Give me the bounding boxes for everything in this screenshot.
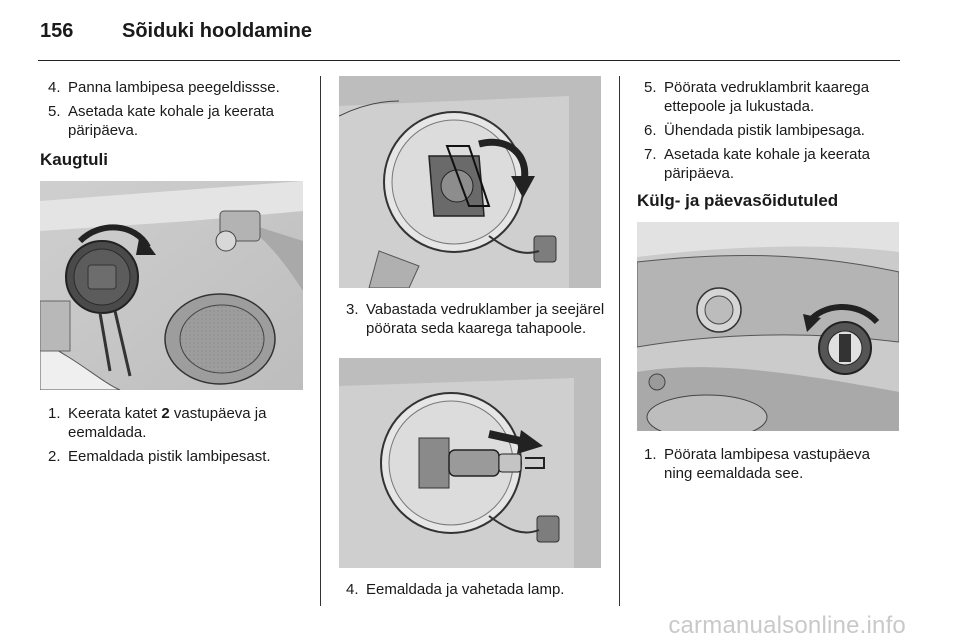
step-number: 1.	[644, 446, 657, 463]
step-item	[638, 78, 900, 116]
step-callout-number: 2	[161, 405, 170, 422]
figure-side-light-socket	[637, 222, 899, 431]
steps-list-col3-top	[638, 78, 900, 188]
figure-high-beam-cover	[40, 181, 303, 390]
step-number: 3.	[346, 301, 359, 318]
step-text: Ühendada pistik lambipesaga.	[664, 122, 865, 139]
column-divider-1	[320, 76, 321, 606]
step-item	[42, 78, 312, 97]
step-number: 6.	[644, 122, 657, 139]
steps-list-col2-bottom	[340, 580, 610, 604]
step-text: Vabastada vedruklamber ja seejärel pöörata seda kaarega tahapoole.	[366, 301, 605, 337]
header-rule	[38, 60, 900, 61]
step-text-part: vastupäeva ja eemaldada.	[68, 405, 267, 441]
step-number: 4.	[48, 79, 61, 96]
steps-list-col2-middle	[340, 300, 610, 343]
step-number: 2.	[48, 448, 61, 465]
step-text-part: Keerata katet	[68, 405, 162, 422]
section-heading-side-lights: Külg- ja päevasõidutuled	[637, 191, 839, 210]
step-text	[68, 404, 312, 442]
section-heading-high-beam: Kaugtuli	[40, 150, 108, 169]
step-number: 4.	[346, 581, 359, 598]
step-text: Panna lambipesa peegeldissse.	[68, 79, 280, 96]
step-item	[42, 404, 312, 442]
step-text: Asetada kate kohale ja keerata päripäeva.	[664, 146, 870, 182]
watermark: carmanualsonline.info	[668, 612, 906, 639]
step-item	[638, 121, 900, 140]
step-item	[42, 447, 312, 466]
step-item	[42, 102, 312, 140]
page-number: 156	[40, 20, 74, 42]
figure-spring-clip-release	[339, 76, 601, 288]
step-number: 1.	[48, 405, 61, 422]
side-light-illustration	[637, 222, 899, 431]
steps-list-col1-bottom	[42, 404, 312, 471]
bulb-removal-illustration	[339, 358, 601, 568]
step-text: Pöörata lambipesa vastupäeva ning eemaldada see.	[664, 446, 870, 482]
step-item	[638, 145, 900, 183]
engine-bay-illustration	[40, 181, 303, 390]
step-number: 5.	[644, 79, 657, 96]
step-text: Eemaldada ja vahetada lamp.	[366, 581, 565, 598]
step-item	[340, 300, 610, 338]
column-divider-2	[619, 76, 620, 606]
step-item	[638, 445, 900, 483]
step-text: Asetada kate kohale ja keerata päripäeva.	[68, 103, 274, 139]
steps-list-col3-bottom	[638, 445, 900, 488]
steps-list-col1-top	[42, 78, 312, 145]
step-number: 7.	[644, 146, 657, 163]
figure-bulb-removal	[339, 358, 601, 568]
step-text: Eemaldada pistik lambipesast.	[68, 448, 271, 465]
page-title: Sõiduki hooldamine	[122, 20, 313, 42]
step-text: Pöörata vedruklambrit kaarega ettepoole ja lukustada.	[664, 79, 870, 115]
step-item	[340, 580, 610, 599]
step-number: 5.	[48, 103, 61, 120]
headlamp-housing-illustration	[339, 76, 601, 288]
